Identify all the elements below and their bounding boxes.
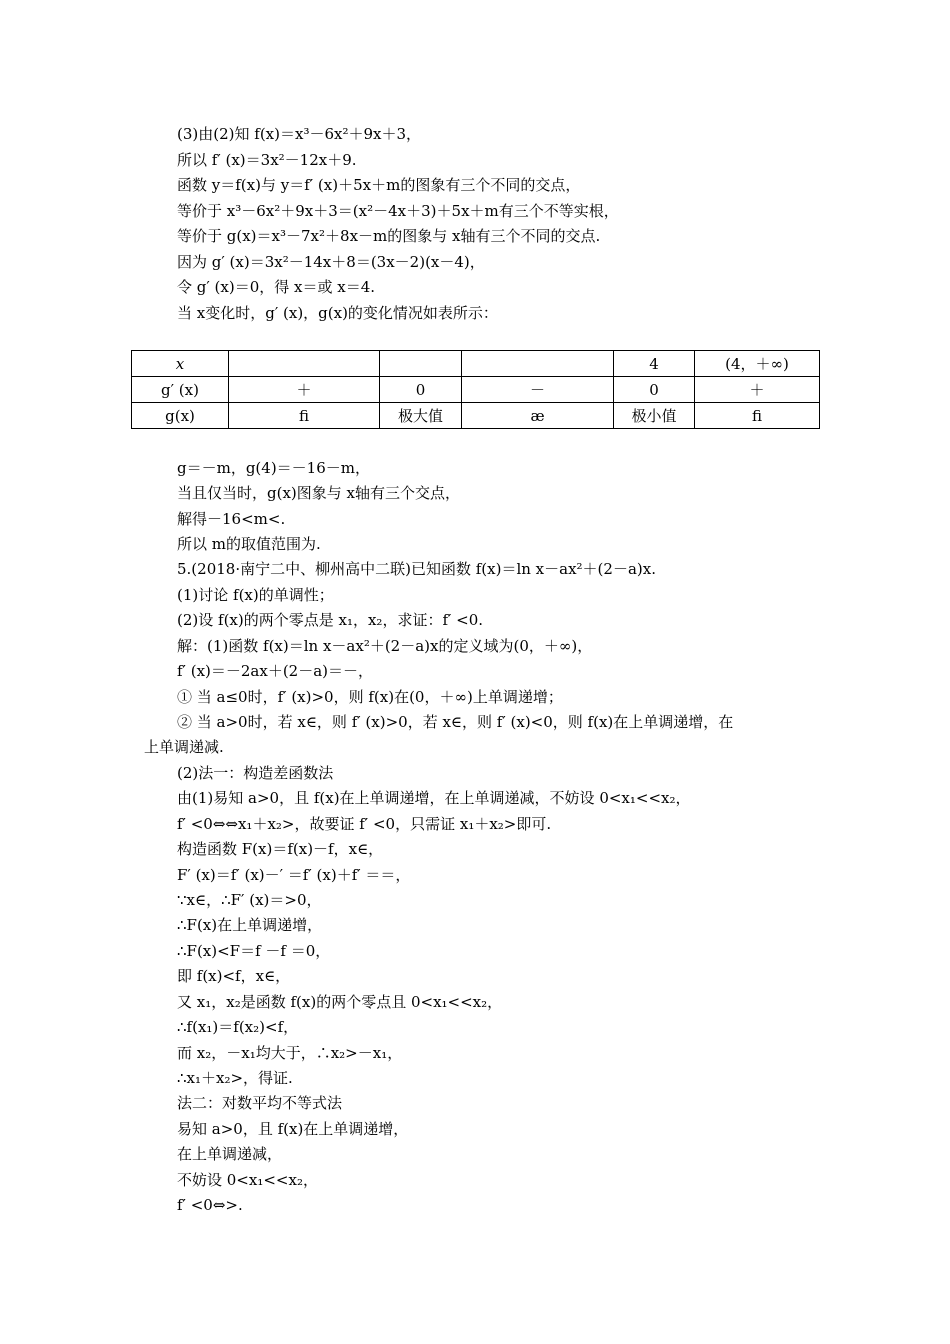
- problem-heading: 5.(2018·南宁二中、柳州高中二联)已知函数 f(x)＝ln x－ax²＋(2－a)x.: [177, 560, 656, 578]
- text-line: 易知 a>0，且 f(x)在上单调递增，: [177, 1120, 409, 1138]
- text-line: 而 x₂，－x₁均大于，∴x₂>－x₁，: [177, 1044, 403, 1062]
- table-cell: －: [462, 377, 614, 403]
- text-line: 所以 m的取值范围为.: [177, 535, 321, 553]
- text-line: (3)由(2)知 f(x)＝x³－6x²＋9x＋3，: [177, 125, 422, 143]
- table-row: [132, 377, 820, 403]
- text-line: g＝－m，g(4)＝－16－m，: [177, 459, 370, 477]
- text-line: 因为 g′ (x)＝3x²－14x＋8＝(3x－2)(x－4)，: [177, 253, 485, 271]
- table-cell: [462, 351, 614, 377]
- table-cell: 0: [614, 377, 695, 403]
- text-line: 等价于 x³－6x²＋9x＋3＝(x²－4x＋3)＋5x＋m有三个不等实根，: [177, 202, 619, 220]
- text-line: f′ <0⇔⇔x₁＋x₂>，故要证 f′ <0，只需证 x₁＋x₂>即可.: [177, 815, 552, 833]
- text-line: f′ <0⇔>.: [177, 1196, 243, 1214]
- table-cell: [380, 351, 462, 377]
- table-row: [132, 351, 820, 377]
- table-row: [132, 403, 820, 429]
- text-line: 又 x₁，x₂是函数 f(x)的两个零点且 0<x₁<<x₂，: [177, 993, 503, 1011]
- text-line: 法二：对数平均不等式法: [177, 1094, 343, 1112]
- text-line: 上单调递减.: [144, 738, 224, 756]
- table-cell: ＋: [229, 377, 380, 403]
- text-line: 在上单调递减，: [177, 1145, 283, 1163]
- table-cell: 极小值: [614, 403, 695, 429]
- text-line: (1)讨论 f(x)的单调性；: [177, 586, 334, 604]
- table-cell: ＋: [695, 377, 820, 403]
- text-line: ① 当 a≤0时，f′ (x)>0，则 f(x)在(0，＋∞)上单调递增；: [177, 688, 563, 706]
- table-cell: æ: [462, 403, 614, 429]
- table-cell: g′ (x): [132, 377, 229, 403]
- text-line: ∴f(x₁)＝f(x₂)<f，: [177, 1018, 299, 1036]
- text-line: 令 g′ (x)＝0，得 x＝或 x＝4.: [177, 278, 376, 296]
- table-cell: 4: [614, 351, 695, 377]
- table-cell: [229, 351, 380, 377]
- text-line: 函数 y＝f(x)与 y＝f′ (x)＋5x＋m的图象有三个不同的交点，: [177, 176, 581, 194]
- text-line: f′ (x)＝－2ax＋(2－a)＝－，: [177, 662, 374, 680]
- variation-table: [131, 350, 820, 429]
- text-line: ∴F(x)<F＝f －f ＝0，: [177, 942, 331, 960]
- text-line: (2)法一：构造差函数法: [177, 764, 334, 782]
- text-line: 所以 f′ (x)＝3x²－12x＋9.: [177, 151, 357, 169]
- table-cell: g(x): [132, 403, 229, 429]
- table-cell: 0: [380, 377, 462, 403]
- text-line: 解得－16<m<.: [177, 510, 286, 528]
- table-cell: ﬁ: [229, 403, 380, 429]
- text-line: 即 f(x)<f，x∈，: [177, 967, 291, 985]
- table-cell: (4，＋∞): [695, 351, 820, 377]
- text-line: 解：(1)函数 f(x)＝ln x－ax²＋(2－a)x的定义域为(0，＋∞)，: [177, 637, 593, 655]
- text-line: (2)设 f(x)的两个零点是 x₁，x₂，求证：f′ <0.: [177, 611, 484, 629]
- text-line: F′ (x)＝f′ (x)－′ ＝f′ (x)＋f′ ＝＝，: [177, 866, 411, 884]
- text-line: ∴x₁＋x₂>，得证.: [177, 1069, 293, 1087]
- table-cell: x: [132, 351, 229, 377]
- text-line: 由(1)易知 a>0，且 f(x)在上单调递增，在上单调递减，不妨设 0<x₁<<x₂，: [177, 789, 691, 807]
- table-cell: 极大值: [380, 403, 462, 429]
- text-line: 构造函数 F(x)＝f(x)－f，x∈，: [177, 840, 384, 858]
- text-line: 不妨设 0<x₁<<x₂，: [177, 1171, 318, 1189]
- text-line: ∵x∈，∴F′ (x)＝>0，: [177, 891, 322, 909]
- table-cell: ﬁ: [695, 403, 820, 429]
- text-line: 当且仅当时，g(x)图象与 x轴有三个交点，: [177, 484, 460, 502]
- text-line: ② 当 a>0时，若 x∈，则 f′ (x)>0，若 x∈，则 f′ (x)<0，则 f(x)在上单调递增，在: [177, 713, 734, 731]
- text-line: 当 x变化时，g′ (x)，g(x)的变化情况如表所示：: [177, 304, 498, 322]
- text-line: ∴F(x)在上单调递增，: [177, 916, 323, 934]
- text-line: 等价于 g(x)＝x³－7x²＋8x－m的图象与 x轴有三个不同的交点.: [177, 227, 601, 245]
